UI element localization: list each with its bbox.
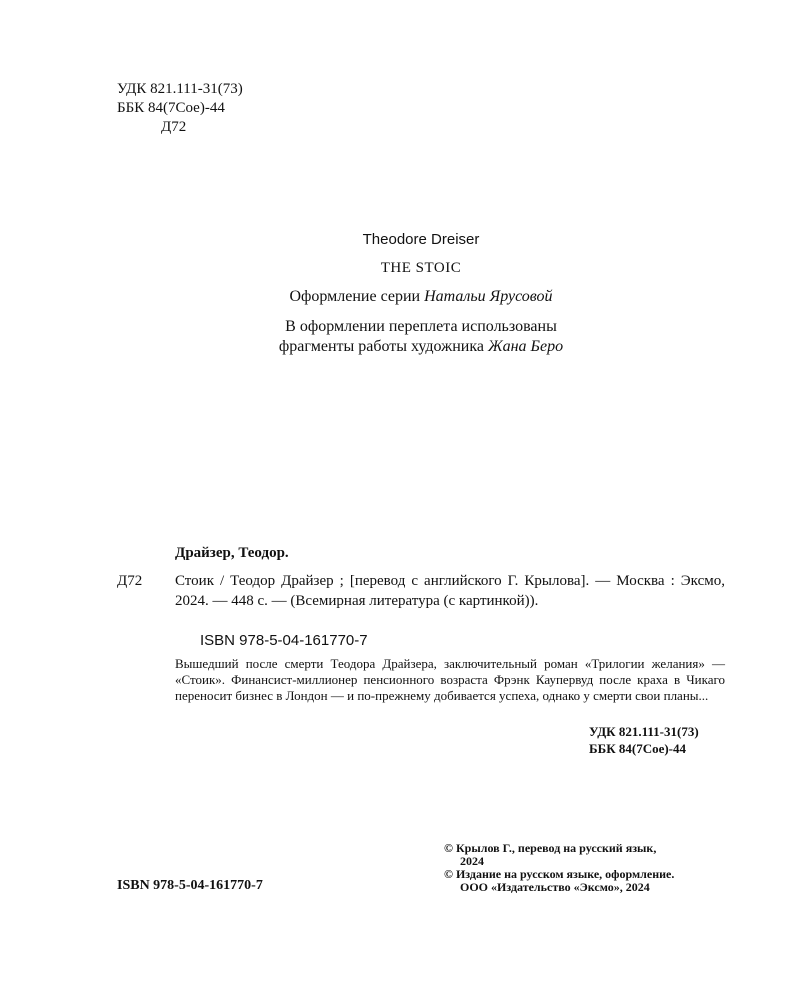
isbn-bottom: ISBN 978-5-04-161770-7 [117,878,263,893]
series-design-prefix: Оформление серии [289,288,421,305]
copyright-publisher: ООО «Издательство «Эксмо», 2024 [460,880,650,894]
original-author: Theodore Dreiser [362,231,480,248]
original-title: THE STOIC [380,260,462,276]
copyright-edition: © Издание на русском языке, оформление. [444,867,675,881]
record-abstract: Вышедший после смерти Теодора Драйзера, заключительный роман «Трилогии желания» — «Стоик». Финансист-миллионер пенсионного возраста Фрэнк Каупервуд после краха в Чикаго переносит бизнес в Лондон — и по-прежнему добивается успеха, однако у смерти свои планы... [175,656,725,703]
binding-line-2 [0,337,800,357]
record-classification [589,723,699,757]
record-heading: Драйзер, Теодор. [175,545,289,561]
copyright-block [444,842,674,894]
bbk-code: ББК 84(7Сое)-44 [117,100,225,116]
record-udk: УДК 821.111-31(73) [589,724,699,739]
classification-block [117,80,243,137]
binding-credit [0,317,800,357]
binding-artist: Жана Беро [487,338,564,355]
record-description: Стоик / Теодор Драйзер ; [перевод с английского Г. Крылова]. — Москва : Эксмо, 2024. — 448 с. — (Всемирная литература (с картинкой)). [175,573,725,609]
record-isbn: ISBN 978-5-04-161770-7 [200,632,368,649]
binding-line-2-prefix: фрагменты работы художника [278,338,484,355]
copyright-translation: © Крылов Г., перевод на русский язык, [444,841,657,855]
series-designer: Натальи Ярусовой [424,288,553,305]
udk-code: УДК 821.111-31(73) [117,81,243,97]
record-bbk: ББК 84(7Сое)-44 [589,741,687,756]
series-design-credit [0,288,800,306]
record-code: Д72 [117,573,143,589]
copyright-translation-year: 2024 [460,854,484,868]
binding-line-1: В оформлении переплета использованы [285,318,557,335]
author-mark: Д72 [161,119,187,135]
